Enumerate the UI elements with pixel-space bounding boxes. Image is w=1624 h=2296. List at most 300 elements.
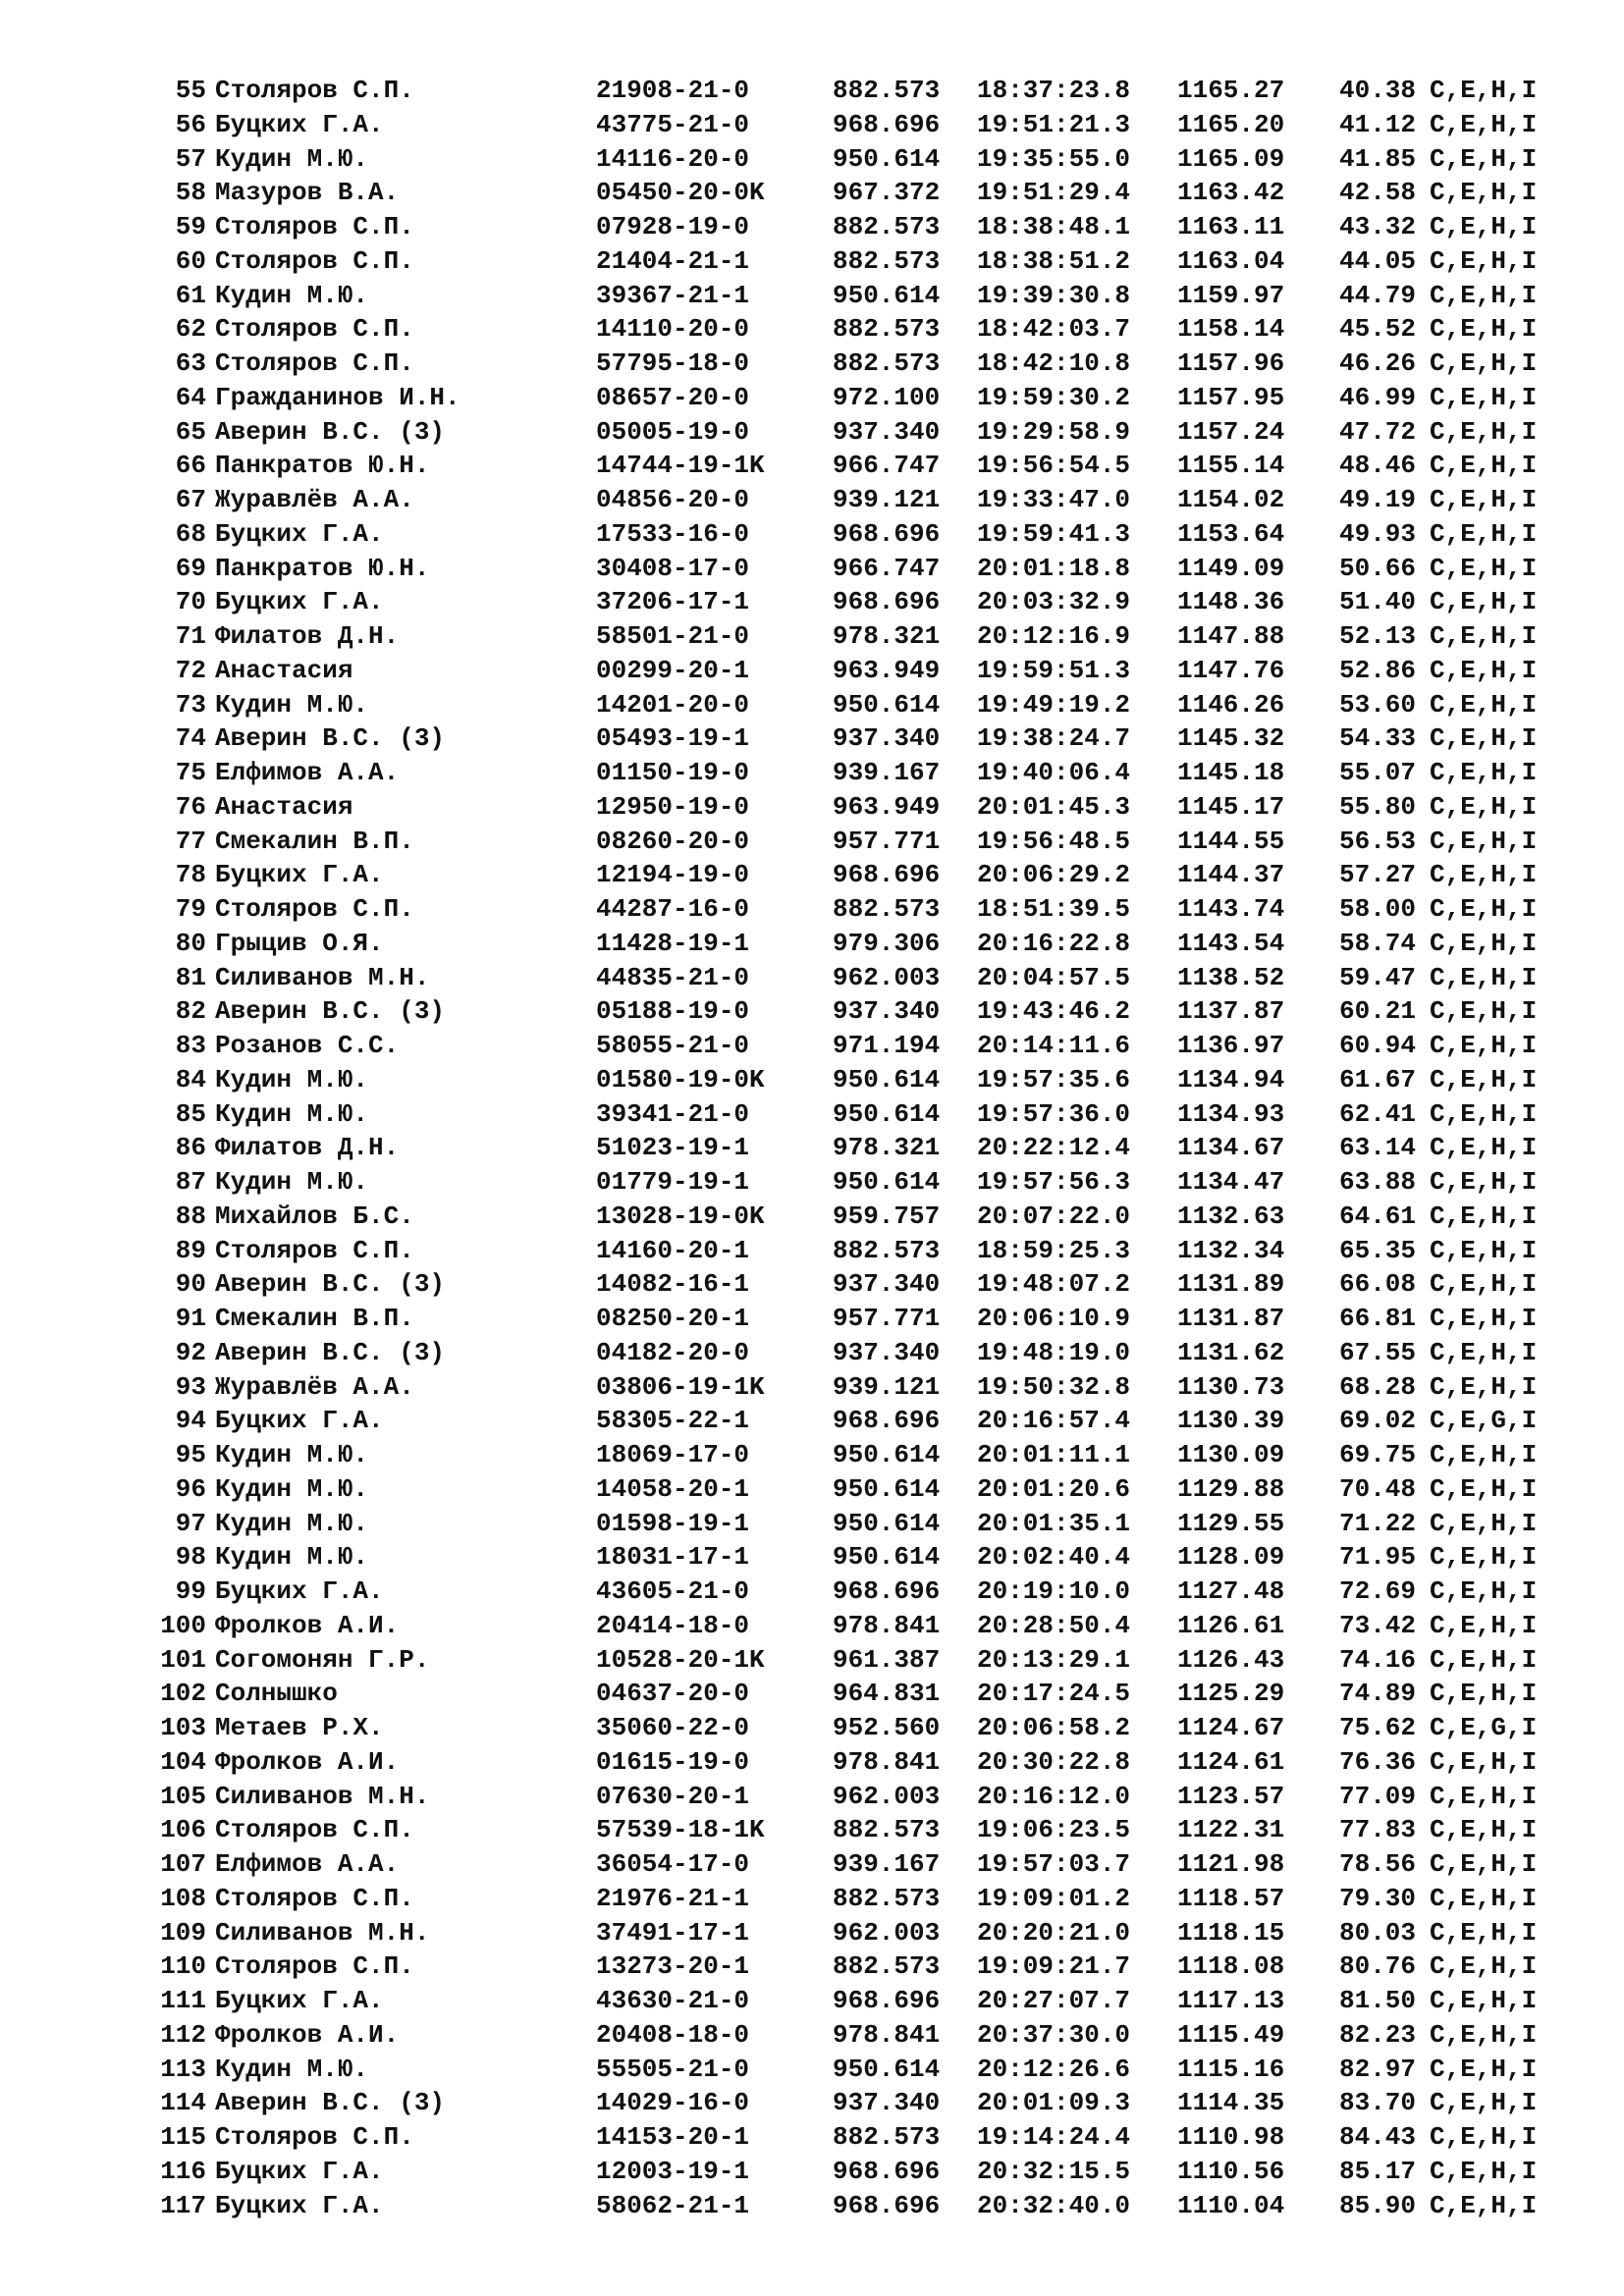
distance-cell: 882.573 (833, 348, 941, 378)
distance-cell: 939.167 (833, 1849, 941, 1879)
ring-id-cell: 37206-17-1 (596, 587, 750, 617)
ring-id-cell: 01580-19-0K (596, 1064, 765, 1095)
table-row (0, 1165, 1624, 1200)
flags-cell: C,E,H,I (1430, 723, 1538, 754)
arrival-time-cell: 19:56:54.5 (977, 451, 1131, 481)
speed-cell: 1131.89 (1177, 1269, 1285, 1300)
speed-cell: 1114.35 (1177, 2088, 1285, 2118)
ring-id-cell: 20414-18-0 (596, 1610, 750, 1640)
ring-id-cell: 35060-22-0 (596, 1713, 750, 1742)
table-row (0, 1370, 1624, 1405)
arrival-time-cell: 18:38:48.1 (977, 212, 1131, 241)
flags-cell: C,E,H,I (1430, 689, 1538, 720)
distance-cell: 978.321 (833, 1133, 941, 1163)
table-row (0, 2120, 1624, 2155)
place-cell: 98 (175, 1542, 206, 1573)
points-cell: 69.02 (1339, 1406, 1417, 1436)
table-row (0, 1200, 1624, 1234)
points-cell: 82.97 (1339, 2054, 1417, 2084)
speed-cell: 1163.42 (1177, 178, 1285, 208)
distance-cell: 978.841 (833, 1746, 941, 1777)
flags-cell: C,E,H,I (1430, 2156, 1538, 2186)
arrival-time-cell: 20:01:45.3 (977, 791, 1131, 822)
name-cell: Метаев Р.Х. (215, 1713, 384, 1742)
place-cell: 108 (160, 1883, 206, 1913)
name-cell: Столяров С.П. (215, 1235, 414, 1265)
arrival-time-cell: 20:32:15.5 (977, 2156, 1131, 2186)
place-cell: 100 (160, 1610, 206, 1640)
flags-cell: C,E,H,I (1430, 1201, 1538, 1231)
name-cell: Силиванов М.Н. (215, 1917, 430, 1948)
points-cell: 54.33 (1339, 723, 1417, 754)
name-cell: Столяров С.П. (215, 1815, 414, 1845)
distance-cell: 950.614 (833, 280, 941, 310)
place-cell: 87 (175, 1167, 206, 1197)
name-cell: Столяров С.П. (215, 894, 414, 924)
name-cell: Буцких Г.А. (215, 2156, 384, 2186)
flags-cell: C,E,H,I (1430, 587, 1538, 617)
distance-cell: 950.614 (833, 2054, 941, 2084)
name-cell: Буцких Г.А. (215, 860, 384, 890)
ring-id-cell: 12950-19-0 (596, 791, 750, 822)
arrival-time-cell: 20:01:20.6 (977, 1473, 1131, 1504)
ring-id-cell: 43605-21-0 (596, 1576, 750, 1606)
speed-cell: 1130.73 (1177, 1371, 1285, 1402)
table-row (0, 176, 1624, 210)
ring-id-cell: 12003-19-1 (596, 2156, 750, 2186)
ring-id-cell: 05188-19-0 (596, 996, 750, 1027)
points-cell: 75.62 (1339, 1713, 1417, 1742)
distance-cell: 978.841 (833, 2019, 941, 2050)
flags-cell: C,E,H,I (1430, 1679, 1538, 1709)
arrival-time-cell: 20:19:10.0 (977, 1576, 1131, 1606)
arrival-time-cell: 19:48:19.0 (977, 1337, 1131, 1367)
ring-id-cell: 04856-20-0 (596, 485, 750, 514)
table-row (0, 585, 1624, 619)
table-row (0, 1472, 1624, 1507)
speed-cell: 1129.55 (1177, 1508, 1285, 1538)
arrival-time-cell: 20:02:40.4 (977, 1542, 1131, 1573)
place-cell: 62 (175, 314, 206, 345)
points-cell: 55.07 (1339, 758, 1417, 787)
speed-cell: 1154.02 (1177, 485, 1285, 514)
place-cell: 86 (175, 1133, 206, 1163)
distance-cell: 882.573 (833, 894, 941, 924)
arrival-time-cell: 19:51:29.4 (977, 178, 1131, 208)
flags-cell: C,E,H,I (1430, 962, 1538, 992)
ring-id-cell: 36054-17-0 (596, 1849, 750, 1879)
name-cell: Панкратов Ю.Н. (215, 553, 430, 583)
table-row (0, 1336, 1624, 1370)
points-cell: 85.17 (1339, 2156, 1417, 2186)
place-cell: 59 (175, 212, 206, 241)
points-cell: 84.43 (1339, 2122, 1417, 2152)
place-cell: 89 (175, 1235, 206, 1265)
place-cell: 65 (175, 416, 206, 447)
points-cell: 85.90 (1339, 2190, 1417, 2220)
arrival-time-cell: 20:22:12.4 (977, 1133, 1131, 1163)
distance-cell: 968.696 (833, 1986, 941, 2015)
name-cell: Столяров С.П. (215, 314, 414, 345)
distance-cell: 950.614 (833, 1508, 941, 1538)
name-cell: Елфимов А.А. (215, 758, 400, 787)
table-row (0, 1234, 1624, 1268)
name-cell: Кудин М.Ю. (215, 1508, 369, 1538)
speed-cell: 1128.09 (1177, 1542, 1285, 1573)
flags-cell: C,E,H,I (1430, 1986, 1538, 2015)
flags-cell: C,E,H,I (1430, 1235, 1538, 1265)
flags-cell: C,E,H,I (1430, 1167, 1538, 1197)
points-cell: 60.21 (1339, 996, 1417, 1027)
name-cell: Анастасия (215, 791, 353, 822)
distance-cell: 968.696 (833, 2190, 941, 2220)
place-cell: 91 (175, 1304, 206, 1333)
name-cell: Михайлов Б.С. (215, 1201, 414, 1231)
flags-cell: C,E,H,I (1430, 1440, 1538, 1469)
flags-cell: C,E,H,I (1430, 2122, 1538, 2152)
points-cell: 48.46 (1339, 451, 1417, 481)
table-row (0, 1267, 1624, 1302)
distance-cell: 950.614 (833, 1098, 941, 1129)
place-cell: 72 (175, 655, 206, 685)
arrival-time-cell: 20:13:29.1 (977, 1644, 1131, 1675)
points-cell: 70.48 (1339, 1473, 1417, 1504)
flags-cell: C,E,H,I (1430, 1746, 1538, 1777)
points-cell: 68.28 (1339, 1371, 1417, 1402)
table-row (0, 1882, 1624, 1916)
flags-cell: C,E,H,I (1430, 1781, 1538, 1811)
points-cell: 78.56 (1339, 1849, 1417, 1879)
name-cell: Столяров С.П. (215, 348, 414, 378)
speed-cell: 1117.13 (1177, 1986, 1285, 2015)
place-cell: 90 (175, 1269, 206, 1300)
name-cell: Панкратов Ю.Н. (215, 451, 430, 481)
points-cell: 76.36 (1339, 1746, 1417, 1777)
table-row (0, 1097, 1624, 1132)
ring-id-cell: 20408-18-0 (596, 2019, 750, 2050)
ring-id-cell: 43775-21-0 (596, 109, 750, 139)
place-cell: 79 (175, 894, 206, 924)
arrival-time-cell: 19:51:21.3 (977, 109, 1131, 139)
table-row (0, 142, 1624, 177)
table-row (0, 1984, 1624, 2018)
place-cell: 55 (175, 76, 206, 105)
speed-cell: 1126.43 (1177, 1644, 1285, 1675)
distance-cell: 950.614 (833, 1064, 941, 1095)
points-cell: 72.69 (1339, 1576, 1417, 1606)
ring-id-cell: 03806-19-1K (596, 1371, 765, 1402)
arrival-time-cell: 18:51:39.5 (977, 894, 1131, 924)
flags-cell: C,E,H,I (1430, 1883, 1538, 1913)
ring-id-cell: 01615-19-0 (596, 1746, 750, 1777)
points-cell: 58.74 (1339, 928, 1417, 958)
ring-id-cell: 01150-19-0 (596, 758, 750, 787)
arrival-time-cell: 19:57:35.6 (977, 1064, 1131, 1095)
flags-cell: C,E,G,I (1430, 1713, 1538, 1742)
name-cell: Аверин В.С. (3) (215, 996, 446, 1027)
arrival-time-cell: 19:57:03.7 (977, 1849, 1131, 1879)
arrival-time-cell: 20:06:58.2 (977, 1713, 1131, 1742)
points-cell: 65.35 (1339, 1235, 1417, 1265)
table-row (0, 517, 1624, 552)
flags-cell: C,E,H,I (1430, 280, 1538, 310)
points-cell: 49.93 (1339, 518, 1417, 549)
place-cell: 105 (160, 1781, 206, 1811)
table-row (0, 381, 1624, 415)
speed-cell: 1155.14 (1177, 451, 1285, 481)
table-row (0, 1916, 1624, 1950)
ring-id-cell: 21908-21-0 (596, 76, 750, 105)
arrival-time-cell: 19:56:48.5 (977, 826, 1131, 856)
results-table (0, 74, 1624, 2222)
flags-cell: C,E,H,I (1430, 1133, 1538, 1163)
flags-cell: C,E,H,I (1430, 109, 1538, 139)
distance-cell: 964.831 (833, 1679, 941, 1709)
place-cell: 102 (160, 1679, 206, 1709)
table-row (0, 415, 1624, 450)
place-cell: 67 (175, 485, 206, 514)
ring-id-cell: 14744-19-1K (596, 451, 765, 481)
distance-cell: 966.747 (833, 553, 941, 583)
speed-cell: 1137.87 (1177, 996, 1285, 1027)
speed-cell: 1132.34 (1177, 1235, 1285, 1265)
place-cell: 99 (175, 1576, 206, 1606)
flags-cell: C,E,H,I (1430, 2088, 1538, 2118)
table-row (0, 108, 1624, 142)
table-row (0, 1677, 1624, 1711)
table-row (0, 1438, 1624, 1472)
points-cell: 41.12 (1339, 109, 1417, 139)
flags-cell: C,E,H,I (1430, 143, 1538, 174)
points-cell: 81.50 (1339, 1986, 1417, 2015)
arrival-time-cell: 19:39:30.8 (977, 280, 1131, 310)
arrival-time-cell: 20:16:12.0 (977, 1781, 1131, 1811)
distance-cell: 962.003 (833, 1917, 941, 1948)
flags-cell: C,E,H,I (1430, 348, 1538, 378)
table-row (0, 2086, 1624, 2120)
name-cell: Розанов С.С. (215, 1031, 400, 1060)
distance-cell: 978.841 (833, 1610, 941, 1640)
distance-cell: 950.614 (833, 1473, 941, 1504)
name-cell: Буцких Г.А. (215, 518, 384, 549)
table-row (0, 1780, 1624, 1814)
distance-cell: 950.614 (833, 689, 941, 720)
distance-cell: 950.614 (833, 1440, 941, 1469)
place-cell: 63 (175, 348, 206, 378)
table-row (0, 552, 1624, 586)
name-cell: Столяров С.П. (215, 212, 414, 241)
ring-id-cell: 08250-20-1 (596, 1304, 750, 1333)
speed-cell: 1115.49 (1177, 2019, 1285, 2050)
place-cell: 112 (160, 2019, 206, 2050)
arrival-time-cell: 20:16:57.4 (977, 1406, 1131, 1436)
arrival-time-cell: 18:59:25.3 (977, 1235, 1131, 1265)
table-row (0, 2189, 1624, 2223)
ring-id-cell: 14029-16-0 (596, 2088, 750, 2118)
place-cell: 106 (160, 1815, 206, 1845)
arrival-time-cell: 19:38:24.7 (977, 723, 1131, 754)
distance-cell: 937.340 (833, 416, 941, 447)
name-cell: Аверин В.С. (3) (215, 1269, 446, 1300)
arrival-time-cell: 19:14:24.4 (977, 2122, 1131, 2152)
speed-cell: 1130.39 (1177, 1406, 1285, 1436)
place-cell: 82 (175, 996, 206, 1027)
name-cell: Аверин В.С. (3) (215, 416, 446, 447)
ring-id-cell: 39341-21-0 (596, 1098, 750, 1129)
points-cell: 56.53 (1339, 826, 1417, 856)
speed-cell: 1138.52 (1177, 962, 1285, 992)
speed-cell: 1144.37 (1177, 860, 1285, 890)
name-cell: Филатов Д.Н. (215, 621, 400, 651)
speed-cell: 1130.09 (1177, 1440, 1285, 1469)
speed-cell: 1129.88 (1177, 1473, 1285, 1504)
ring-id-cell: 44287-16-0 (596, 894, 750, 924)
flags-cell: C,E,H,I (1430, 996, 1538, 1027)
ring-id-cell: 58305-22-1 (596, 1406, 750, 1436)
ring-id-cell: 04182-20-0 (596, 1337, 750, 1367)
arrival-time-cell: 20:07:22.0 (977, 1201, 1131, 1231)
points-cell: 74.16 (1339, 1644, 1417, 1675)
ring-id-cell: 14116-20-0 (596, 143, 750, 174)
arrival-time-cell: 19:49:19.2 (977, 689, 1131, 720)
place-cell: 60 (175, 245, 206, 276)
arrival-time-cell: 19:09:01.2 (977, 1883, 1131, 1913)
distance-cell: 957.771 (833, 826, 941, 856)
name-cell: Журавлёв А.А. (215, 1371, 414, 1402)
flags-cell: C,E,H,I (1430, 212, 1538, 241)
speed-cell: 1157.24 (1177, 416, 1285, 447)
place-cell: 78 (175, 860, 206, 890)
ring-id-cell: 04637-20-0 (596, 1679, 750, 1709)
speed-cell: 1127.48 (1177, 1576, 1285, 1606)
speed-cell: 1165.27 (1177, 76, 1285, 105)
speed-cell: 1124.61 (1177, 1746, 1285, 1777)
distance-cell: 939.121 (833, 485, 941, 514)
points-cell: 52.13 (1339, 621, 1417, 651)
ring-id-cell: 55505-21-0 (596, 2054, 750, 2084)
speed-cell: 1144.55 (1177, 826, 1285, 856)
ring-id-cell: 17533-16-0 (596, 518, 750, 549)
points-cell: 51.40 (1339, 587, 1417, 617)
speed-cell: 1145.32 (1177, 723, 1285, 754)
arrival-time-cell: 20:14:11.6 (977, 1031, 1131, 1060)
name-cell: Смекалин В.П. (215, 1304, 414, 1333)
points-cell: 79.30 (1339, 1883, 1417, 1913)
name-cell: Солнышко (215, 1679, 338, 1709)
arrival-time-cell: 18:38:51.2 (977, 245, 1131, 276)
speed-cell: 1131.87 (1177, 1304, 1285, 1333)
ring-id-cell: 21404-21-1 (596, 245, 750, 276)
arrival-time-cell: 20:01:11.1 (977, 1440, 1131, 1469)
distance-cell: 968.696 (833, 860, 941, 890)
points-cell: 63.88 (1339, 1167, 1417, 1197)
name-cell: Кудин М.Ю. (215, 689, 369, 720)
points-cell: 80.76 (1339, 1951, 1417, 1982)
name-cell: Мазуров В.А. (215, 178, 400, 208)
distance-cell: 882.573 (833, 2122, 941, 2152)
points-cell: 77.09 (1339, 1781, 1417, 1811)
name-cell: Кудин М.Ю. (215, 1064, 369, 1095)
distance-cell: 979.306 (833, 928, 941, 958)
table-row (0, 721, 1624, 756)
flags-cell: C,E,H,I (1430, 894, 1538, 924)
distance-cell: 882.573 (833, 245, 941, 276)
ring-id-cell: 39367-21-1 (596, 280, 750, 310)
name-cell: Смекалин В.П. (215, 826, 414, 856)
name-cell: Филатов Д.Н. (215, 1133, 400, 1163)
speed-cell: 1163.04 (1177, 245, 1285, 276)
flags-cell: C,E,H,I (1430, 2054, 1538, 2084)
name-cell: Аверин В.С. (3) (215, 1337, 446, 1367)
place-cell: 58 (175, 178, 206, 208)
flags-cell: C,E,H,I (1430, 1508, 1538, 1538)
distance-cell: 959.757 (833, 1201, 941, 1231)
distance-cell: 968.696 (833, 1576, 941, 1606)
speed-cell: 1158.14 (1177, 314, 1285, 345)
table-row (0, 347, 1624, 381)
arrival-time-cell: 19:59:41.3 (977, 518, 1131, 549)
flags-cell: C,E,H,I (1430, 1064, 1538, 1095)
distance-cell: 968.696 (833, 109, 941, 139)
arrival-time-cell: 19:06:23.5 (977, 1815, 1131, 1845)
table-row (0, 619, 1624, 654)
distance-cell: 961.387 (833, 1644, 941, 1675)
ring-id-cell: 14160-20-1 (596, 1235, 750, 1265)
name-cell: Буцких Г.А. (215, 1576, 384, 1606)
arrival-time-cell: 19:40:06.4 (977, 758, 1131, 787)
points-cell: 46.26 (1339, 348, 1417, 378)
ring-id-cell: 14201-20-0 (596, 689, 750, 720)
table-row (0, 790, 1624, 825)
name-cell: Кудин М.Ю. (215, 1098, 369, 1129)
distance-cell: 882.573 (833, 1951, 941, 1982)
points-cell: 74.89 (1339, 1679, 1417, 1709)
distance-cell: 968.696 (833, 2156, 941, 2186)
name-cell: Буцких Г.А. (215, 587, 384, 617)
arrival-time-cell: 20:01:18.8 (977, 553, 1131, 583)
arrival-time-cell: 19:09:21.7 (977, 1951, 1131, 1982)
place-cell: 83 (175, 1031, 206, 1060)
name-cell: Столяров С.П. (215, 1883, 414, 1913)
place-cell: 75 (175, 758, 206, 787)
ring-id-cell: 58055-21-0 (596, 1031, 750, 1060)
arrival-time-cell: 20:17:24.5 (977, 1679, 1131, 1709)
points-cell: 61.67 (1339, 1064, 1417, 1095)
place-cell: 113 (160, 2054, 206, 2084)
table-row (0, 892, 1624, 927)
table-row (0, 1540, 1624, 1575)
points-cell: 41.85 (1339, 143, 1417, 174)
speed-cell: 1165.20 (1177, 109, 1285, 139)
flags-cell: C,E,H,I (1430, 416, 1538, 447)
flags-cell: C,E,H,I (1430, 1917, 1538, 1948)
flags-cell: C,E,H,I (1430, 2190, 1538, 2220)
place-cell: 80 (175, 928, 206, 958)
points-cell: 62.41 (1339, 1098, 1417, 1129)
arrival-time-cell: 19:59:30.2 (977, 382, 1131, 412)
ring-id-cell: 44835-21-0 (596, 962, 750, 992)
table-row (0, 994, 1624, 1029)
flags-cell: C,E,G,I (1430, 1406, 1538, 1436)
flags-cell: C,E,H,I (1430, 2019, 1538, 2050)
speed-cell: 1124.67 (1177, 1713, 1285, 1742)
ring-id-cell: 57539-18-1K (596, 1815, 765, 1845)
arrival-time-cell: 19:57:56.3 (977, 1167, 1131, 1197)
arrival-time-cell: 20:30:22.8 (977, 1746, 1131, 1777)
place-cell: 81 (175, 962, 206, 992)
ring-id-cell: 07630-20-1 (596, 1781, 750, 1811)
table-row (0, 654, 1624, 688)
